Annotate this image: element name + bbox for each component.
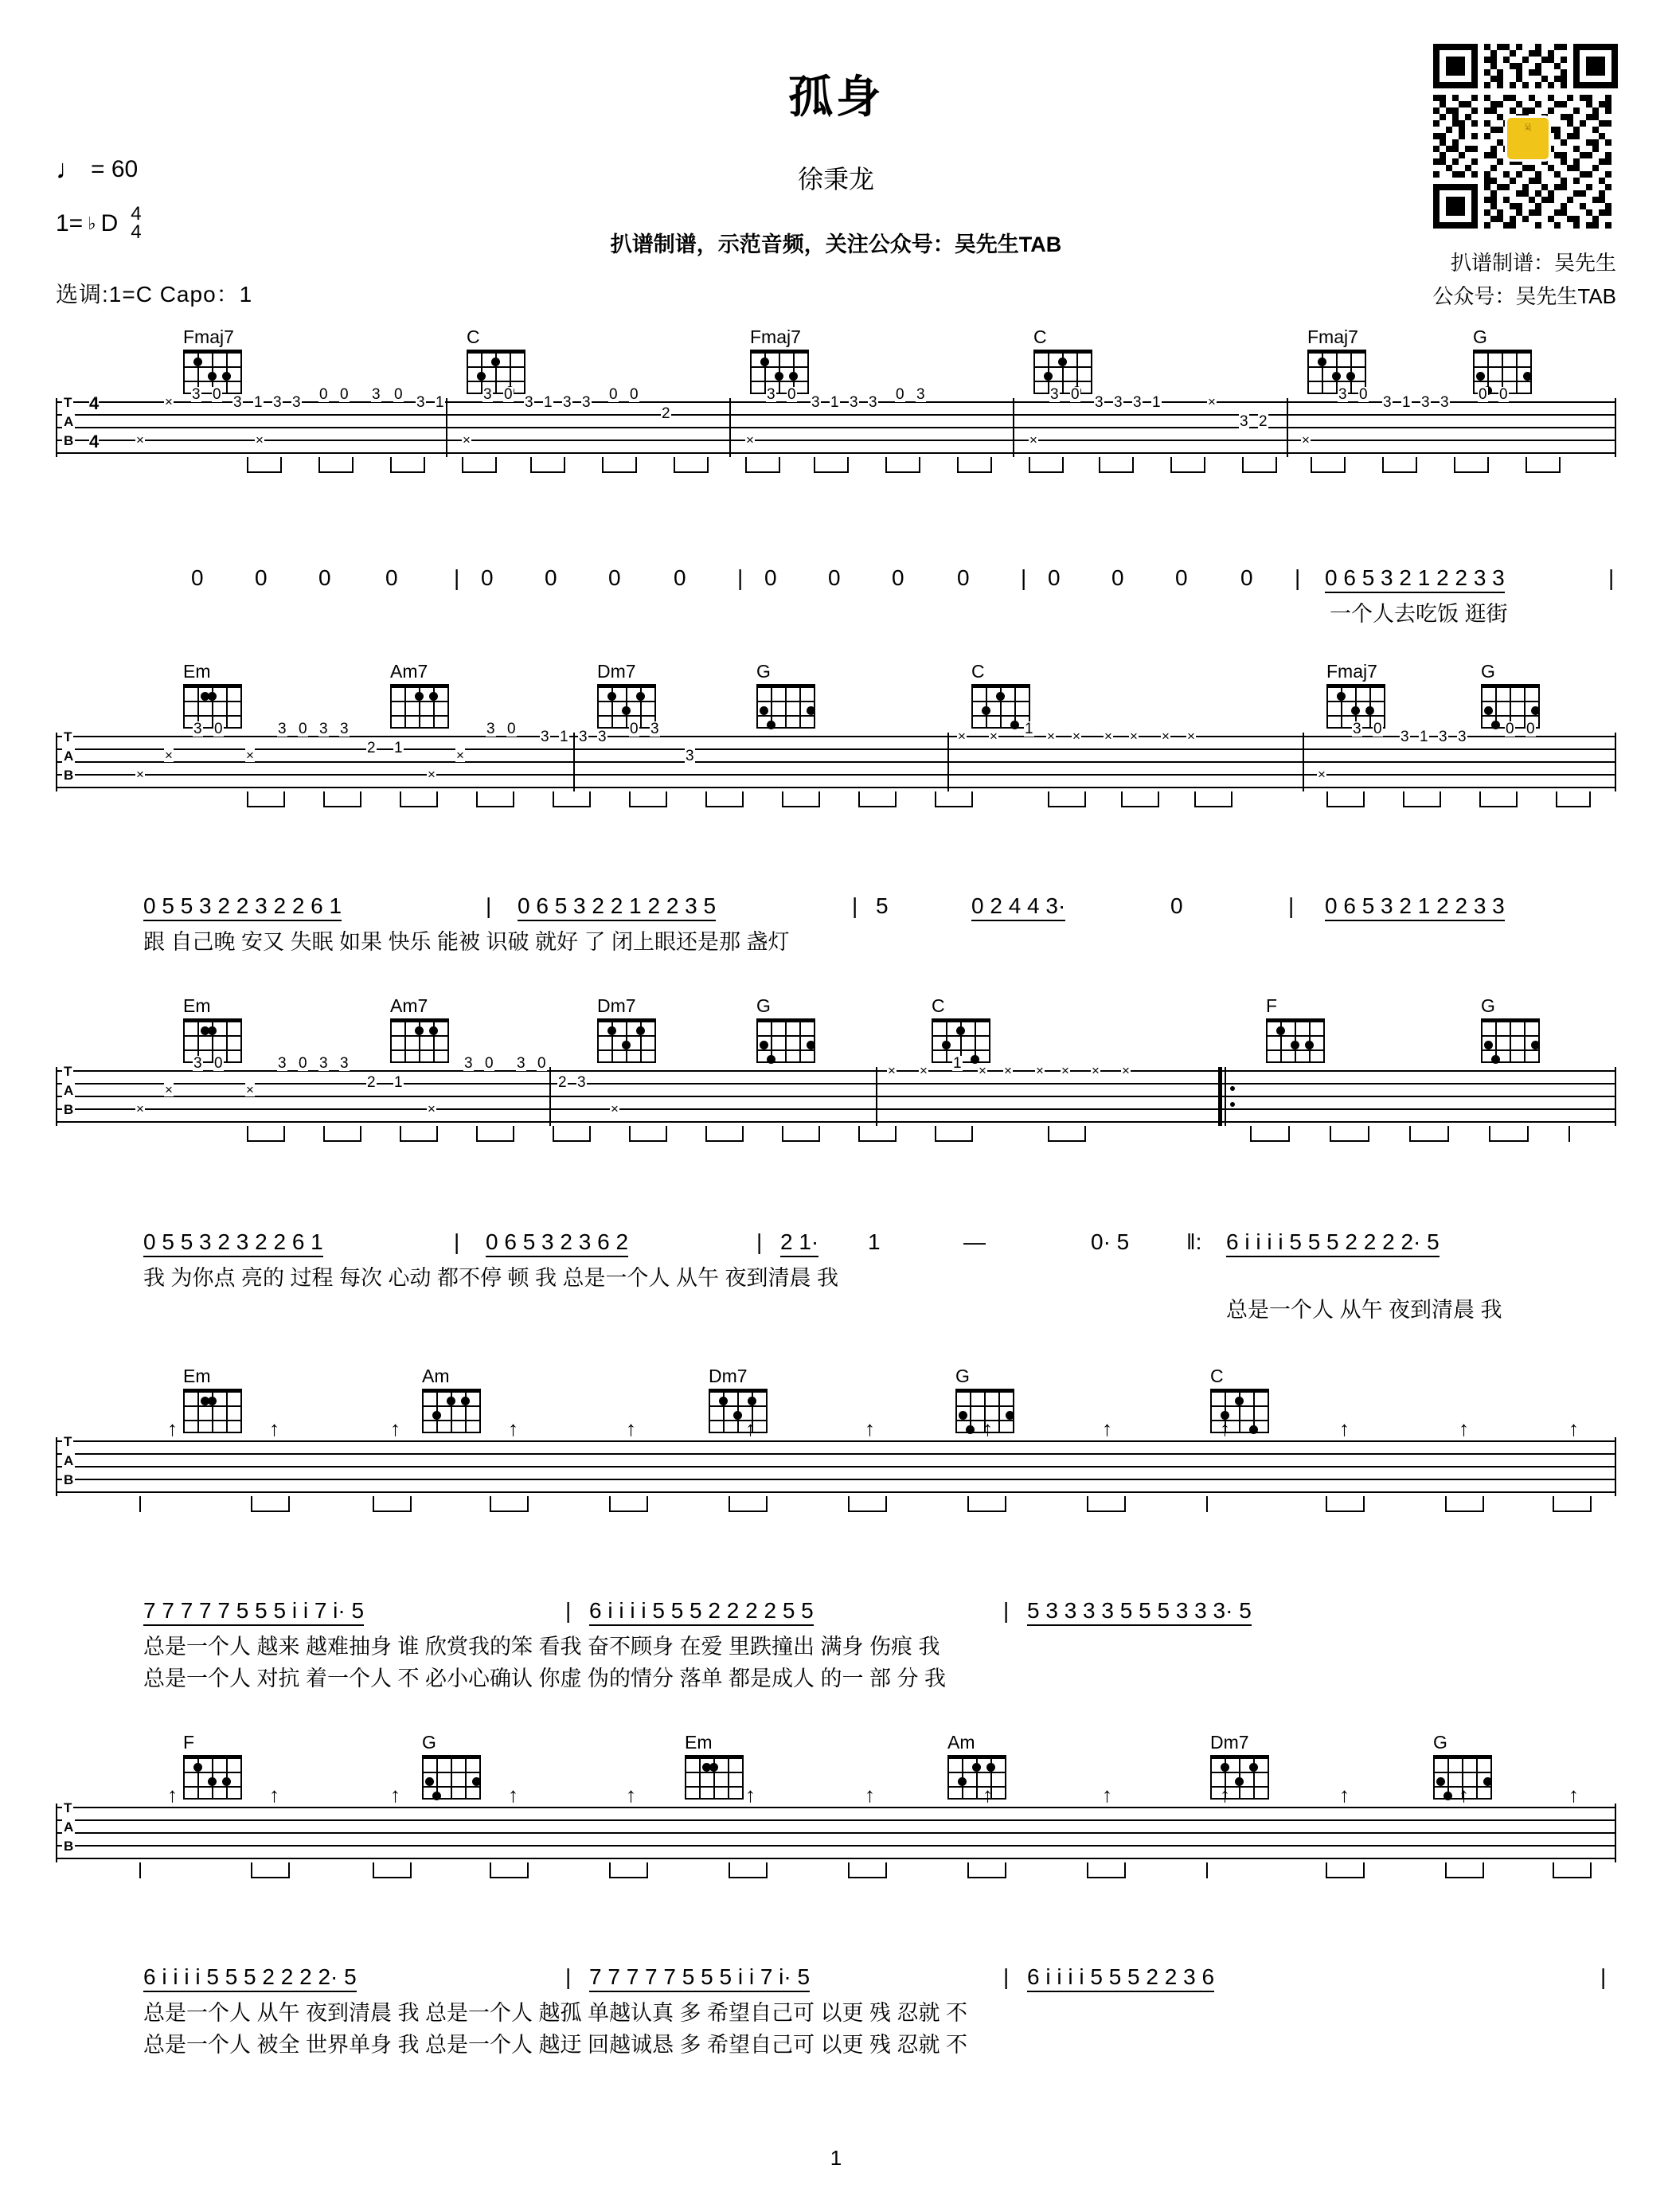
lyric-text: 总是一个人 从午 夜到清晨 我 bbox=[1226, 1298, 1502, 1322]
numbered-notation-1: 0 0 0 0 | 0 0 0 0 | 0 0 0 0 | 0 0 0 0 | 0 6 5 3 2 1 2 2 3 3 | bbox=[56, 567, 1616, 604]
time-denominator: 4 bbox=[131, 221, 142, 243]
chord-name: G bbox=[1481, 661, 1495, 682]
tab-letter-b: B bbox=[64, 433, 74, 448]
chord-diagram-g bbox=[1473, 326, 1541, 394]
chord-diagram-g bbox=[1481, 995, 1549, 1063]
chord-grid bbox=[390, 1018, 449, 1063]
qr-logo-inner: 吴 bbox=[1524, 123, 1532, 131]
numbered-notation-3: 0 5 5 3 2 3 2 2 6 1 | 0 6 5 3 2 3 6 2 | 2 1· 1 — 0· 5 ‖: 6 i i i i 5 5 5 2 2 2 2· 5 bbox=[56, 1231, 1616, 1268]
strum-up-arrow: ↑ bbox=[1568, 1417, 1579, 1440]
chord-diagram-fmaj7 bbox=[1307, 326, 1376, 394]
chord-diagram-am bbox=[947, 1732, 1016, 1800]
tab-letter-t: T bbox=[64, 1434, 72, 1449]
quarter-note-icon: ♩ bbox=[56, 154, 83, 185]
rhythm-row-1 bbox=[56, 457, 1616, 487]
chord-name: Em bbox=[685, 1732, 713, 1753]
chord-name: Dm7 bbox=[597, 661, 636, 682]
music-system-3 bbox=[56, 995, 1616, 1331]
music-system-2 bbox=[56, 661, 1616, 963]
chord-diagram-c bbox=[932, 995, 1000, 1063]
page-title: 孤身 bbox=[788, 72, 884, 122]
strum-up-arrow: ↑ bbox=[745, 1417, 756, 1440]
chord-diagram-g bbox=[1481, 661, 1549, 729]
lyric-text: 跟 自己晚 安又 失眠 如果 快乐 能被 识破 就好 了 闭上眼还是那 盏灯 bbox=[143, 930, 790, 954]
chord-name: G bbox=[756, 661, 771, 682]
chord-grid bbox=[422, 1389, 481, 1433]
tab-staff-2: T A B × × 3 0 × 3 0 3 3 2 1 × × 3 0 3 1 3 3 0 3 3 × × 1 × × × × × × × 3 0 3 1 3 3 0 0 bbox=[56, 733, 1616, 791]
chord-name: Am bbox=[947, 1732, 975, 1753]
chord-name: G bbox=[955, 1366, 970, 1386]
rhythm-row-2 bbox=[56, 791, 1616, 822]
chord-diagram-am7 bbox=[390, 661, 459, 729]
key-signature bbox=[56, 205, 142, 242]
chord-diagram-row-1 bbox=[56, 326, 1616, 395]
lyric-text: 一个人去吃饭 逛街 bbox=[1330, 602, 1508, 626]
tab-staff-3: T A B × × 3 0 × 3 0 3 3 2 1 × 3 0 3 0 2 3 × × × 1 × × × × × × bbox=[56, 1067, 1616, 1126]
chord-grid bbox=[971, 684, 1030, 729]
strum-up-arrow: ↑ bbox=[982, 1417, 993, 1440]
chord-grid bbox=[947, 1755, 1006, 1800]
chord-diagram-c bbox=[467, 326, 535, 394]
strum-up-arrow: ↑ bbox=[390, 1417, 400, 1440]
chord-name: Am bbox=[422, 1366, 450, 1386]
chord-name: Fmaj7 bbox=[1307, 326, 1358, 347]
chord-grid bbox=[709, 1389, 768, 1433]
chord-name: Fmaj7 bbox=[1326, 661, 1377, 682]
chord-name: C bbox=[932, 995, 945, 1016]
strum-up-arrow: ↑ bbox=[167, 1417, 178, 1440]
chord-name: Fmaj7 bbox=[183, 326, 234, 347]
chord-grid bbox=[183, 1389, 242, 1433]
chord-name: F bbox=[183, 1732, 195, 1753]
chord-grid bbox=[756, 684, 815, 729]
chord-name: Dm7 bbox=[597, 995, 636, 1016]
strum-up-arrow: ↑ bbox=[1220, 1783, 1230, 1807]
strum-up-arrow: ↑ bbox=[745, 1783, 756, 1807]
chord-diagram-g bbox=[756, 995, 825, 1063]
chord-name: Am7 bbox=[390, 661, 428, 682]
tab-letter-a: A bbox=[64, 1083, 74, 1098]
strum-up-arrow: ↑ bbox=[508, 1783, 518, 1807]
strum-up-arrow: ↑ bbox=[626, 1417, 636, 1440]
lyric-row-5b bbox=[56, 2034, 1616, 2066]
qr-code[interactable] bbox=[1433, 44, 1618, 229]
chord-diagram-g bbox=[756, 661, 825, 729]
lyric-row-1 bbox=[56, 604, 1616, 635]
staff-time-bottom: 4 bbox=[89, 432, 100, 451]
lyric-row-3a bbox=[56, 1268, 1616, 1299]
credits-block bbox=[1432, 247, 1616, 313]
chord-diagram-row-4 bbox=[56, 1366, 1616, 1434]
lyric-text: 总是一个人 被全 世界单身 我 总是一个人 越迂 回越诚恳 多 希望自己可 以更 残 忍就 不 bbox=[143, 2033, 968, 2057]
lyric-row-3b bbox=[56, 1299, 1616, 1331]
strum-up-arrow: ↑ bbox=[1102, 1417, 1112, 1440]
lyric-row-5a bbox=[56, 2003, 1616, 2034]
transpose-capo-info: 选调:1=C Capo：1 bbox=[56, 282, 253, 307]
chord-name: G bbox=[1473, 326, 1487, 347]
chord-diagram-em bbox=[183, 661, 252, 729]
chord-name: G bbox=[422, 1732, 436, 1753]
strum-up-arrow: ↑ bbox=[865, 1783, 875, 1807]
chord-grid bbox=[422, 1755, 481, 1800]
chord-grid bbox=[750, 350, 809, 394]
tab-letter-a: A bbox=[64, 414, 74, 429]
chord-name: G bbox=[1481, 995, 1495, 1016]
chord-diagram-am7 bbox=[390, 995, 459, 1063]
chord-diagram-dm7 bbox=[597, 661, 666, 729]
rhythm-row-3 bbox=[56, 1126, 1616, 1156]
lyric-text: 总是一个人 对抗 着一个人 不 必小心确认 你虚 伪的情分 落单 都是成人 的一 部 分 我 bbox=[143, 1667, 947, 1690]
chord-grid bbox=[597, 684, 656, 729]
tempo-marking bbox=[56, 151, 138, 197]
tab-letter-t: T bbox=[64, 395, 72, 410]
key-label: 1= bbox=[56, 209, 84, 236]
chord-diagram-c bbox=[971, 661, 1040, 729]
qr-logo bbox=[1505, 115, 1551, 162]
chord-grid bbox=[756, 1018, 815, 1063]
chord-grid bbox=[685, 1755, 744, 1800]
chord-name: G bbox=[1433, 1732, 1447, 1753]
strum-up-arrow: ↑ bbox=[1568, 1783, 1579, 1807]
lyric-row-2 bbox=[56, 932, 1616, 963]
chord-name: C bbox=[467, 326, 480, 347]
numbered-notation-2: 0 5 5 3 2 2 3 2 2 6 1 | 0 6 5 3 2 2 1 2 2 3 5 | 5 0 2 4 4 3· 0 | 0 6 5 3 2 1 2 2 3 3 bbox=[56, 895, 1616, 932]
chord-diagram-dm7 bbox=[597, 995, 666, 1063]
chord-grid bbox=[1481, 1018, 1540, 1063]
key-value: D bbox=[100, 209, 119, 236]
chord-grid bbox=[597, 1018, 656, 1063]
time-signature bbox=[131, 205, 141, 242]
chord-diagram-c bbox=[1033, 326, 1102, 394]
strum-up-arrow: ↑ bbox=[626, 1783, 636, 1807]
chord-diagram-row-2 bbox=[56, 661, 1616, 729]
chord-diagram-row-5 bbox=[56, 1732, 1616, 1800]
credit-account: 公众号：吴先生TAB bbox=[1432, 283, 1616, 308]
tab-letter-a: A bbox=[64, 1453, 74, 1468]
chord-diagram-em bbox=[685, 1732, 753, 1800]
music-system-1 bbox=[56, 326, 1616, 635]
chord-name: G bbox=[756, 995, 771, 1016]
tab-letter-b: B bbox=[64, 768, 74, 783]
strum-up-arrow: ↑ bbox=[982, 1783, 993, 1807]
chord-grid bbox=[467, 350, 525, 394]
strum-up-arrow: ↑ bbox=[269, 1417, 279, 1440]
rhythm-row-4 bbox=[56, 1496, 1616, 1526]
tab-letter-a: A bbox=[64, 1819, 74, 1835]
numbered-notation-5: 6 i i i i 5 5 5 2 2 2 2· 5 | 7 7 7 7 7 5 5 5 i i 7 i· 5 | 6 i i i i 5 5 5 2 2 3 6 | bbox=[56, 1966, 1616, 2003]
tempo-value: = 60 bbox=[91, 156, 139, 182]
strum-up-arrow: ↑ bbox=[1102, 1783, 1112, 1807]
tab-staff-4 bbox=[56, 1417, 1616, 1496]
chord-name: C bbox=[1210, 1366, 1224, 1386]
lyric-row-4b bbox=[56, 1668, 1616, 1700]
chord-diagram-fmaj7 bbox=[750, 326, 818, 394]
rhythm-row-5 bbox=[56, 1862, 1616, 1893]
numbered-notation-4: 7 7 7 7 7 5 5 5 i i 7 i· 5 | 6 i i i i 5 5 5 2 2 2 2 5 5 | 5 3 3 3 3 5 5 5 3 3 3· 5 bbox=[56, 1600, 1616, 1636]
strum-up-arrow: ↑ bbox=[508, 1417, 518, 1440]
chord-diagram-f bbox=[1266, 995, 1334, 1063]
chord-diagram-g bbox=[422, 1732, 490, 1800]
tab-letter-t: T bbox=[64, 729, 72, 744]
chord-diagram-f bbox=[183, 1732, 252, 1800]
chord-name: C bbox=[971, 661, 985, 682]
promo-text: 扒谱制谱，示范音频，关注公众号：吴先生TAB bbox=[610, 233, 1062, 256]
tab-letter-b: B bbox=[64, 1102, 74, 1117]
lyric-row-4a bbox=[56, 1636, 1616, 1668]
music-system-4 bbox=[56, 1366, 1616, 1700]
tab-letter-a: A bbox=[64, 748, 74, 764]
strum-up-arrow: ↑ bbox=[1339, 1783, 1350, 1807]
page-number: 1 bbox=[830, 2146, 842, 2170]
lyric-text: 总是一个人 越来 越难抽身 谁 欣赏我的笨 看我 奋不顾身 在爱 里跌撞出 满身 伤痕 我 bbox=[143, 1635, 940, 1659]
tab-letter-t: T bbox=[64, 1800, 72, 1815]
credit-arranger: 扒谱制谱：吴先生 bbox=[1450, 251, 1616, 275]
chord-name: C bbox=[1033, 326, 1047, 347]
staff-time-top: 4 bbox=[89, 393, 100, 413]
music-system-5 bbox=[56, 1732, 1616, 2066]
chord-diagram-fmaj7 bbox=[1326, 661, 1395, 729]
chord-name: Em bbox=[183, 661, 211, 682]
strum-up-arrow: ↑ bbox=[865, 1417, 875, 1440]
strum-up-arrow: ↑ bbox=[1459, 1783, 1469, 1807]
strum-up-arrow: ↑ bbox=[167, 1783, 178, 1807]
chord-name: Fmaj7 bbox=[750, 326, 801, 347]
chord-diagram-dm7 bbox=[709, 1366, 777, 1433]
strum-up-arrow: ↑ bbox=[269, 1783, 279, 1807]
chord-name: Dm7 bbox=[709, 1366, 748, 1386]
strum-up-arrow: ↑ bbox=[390, 1783, 400, 1807]
chord-name: F bbox=[1266, 995, 1278, 1016]
time-numerator: 4 bbox=[131, 203, 142, 225]
lyric-text: 总是一个人 从午 夜到清晨 我 总是一个人 越孤 单越认真 多 希望自己可 以更 残 忍就 不 bbox=[143, 2001, 968, 2025]
chord-grid bbox=[1307, 350, 1366, 394]
tab-staff-1: T A B 4 4 × × 3 0 3 1 3 3 0 0 × 3 0 3 1 × 3 0 3 1 3 3 0 0 2 × 3 0 3 1 3 3 0 3 × 3 0 3 3 3 1 × 3 2 × 3 0 3 1 3 3 0 0 bbox=[56, 398, 1616, 457]
tab-letter-b: B bbox=[64, 1839, 74, 1854]
chord-name: Dm7 bbox=[1210, 1732, 1249, 1753]
tab-letter-b: B bbox=[64, 1472, 74, 1487]
chord-grid bbox=[183, 1755, 242, 1800]
tab-staff-5 bbox=[56, 1783, 1616, 1862]
tab-letter-t: T bbox=[64, 1064, 72, 1079]
lyric-text: 我 为你点 亮的 过程 每次 心动 都不停 顿 我 总是一个人 从午 夜到清晨 我 bbox=[143, 1266, 839, 1290]
strum-up-arrow: ↑ bbox=[1339, 1417, 1350, 1440]
chord-grid bbox=[1266, 1018, 1325, 1063]
strum-up-arrow: ↑ bbox=[1220, 1417, 1230, 1440]
flat-symbol: ♭ bbox=[88, 213, 96, 233]
chord-grid bbox=[390, 684, 449, 729]
chord-diagram-row-3 bbox=[56, 995, 1616, 1064]
chord-name: Am7 bbox=[390, 995, 428, 1016]
chord-diagram-em bbox=[183, 1366, 252, 1433]
repeat-start-barline bbox=[1218, 1067, 1228, 1126]
composer-name: 徐秉龙 bbox=[797, 165, 874, 193]
chord-name: Em bbox=[183, 1366, 211, 1386]
strum-up-arrow: ↑ bbox=[1459, 1417, 1469, 1440]
chord-name: Em bbox=[183, 995, 211, 1016]
chord-grid bbox=[1033, 350, 1092, 394]
chord-diagram-fmaj7 bbox=[183, 326, 252, 394]
chord-diagram-em bbox=[183, 995, 252, 1063]
chord-diagram-am bbox=[422, 1366, 490, 1433]
